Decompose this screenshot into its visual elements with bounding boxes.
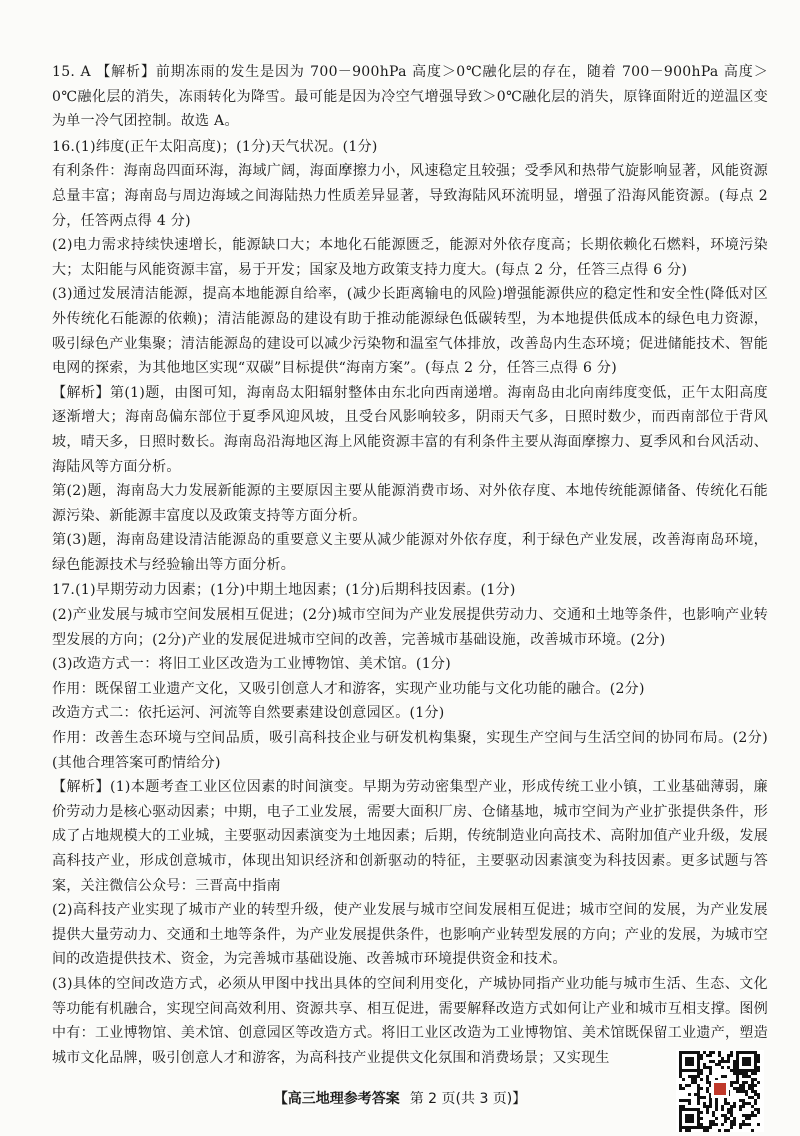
footer-page-number: 第 2 页(共 3 页)】 — [409, 1091, 527, 1107]
q16-analysis-3: 第(3)题，海南岛建设清洁能源岛的重要意义主要从减少能源对外依存度，利于绿色产业发展，改善海南岛环境，绿色能源技术与经验输出等方面分析。 — [52, 532, 768, 573]
q16-analysis-2: 第(2)题，海南岛大力发展新能源的主要原因主要从能源消费市场、对外依存度、本地传统能源储备、传统化石能源污染、新能源丰富度以及政策支持等方面分析。 — [52, 483, 768, 524]
qr-code-icon — [676, 1050, 764, 1132]
q17-analysis-3: (3)具体的空间改造方式，必须从甲图中找出具体的空间利用变化，产城协同指产业功能与城市生活、生态、文化等功能有机融合，实现空间高效利用、资源共享、相互促进，需要解释改造方式如何让产业和城市互相支撑。图例中有：工业博物馆、美术馆、创意园区等改造方式。将旧工业区改造为工业博物馆、美术馆既保留工业遗产，塑造城市文化品牌，吸引创意人才和游客，为高科技产业提供文化氛围和消费场景；又实现生 — [52, 975, 768, 1066]
qr-code-graphic — [676, 1050, 764, 1132]
q17-part3-effect2: 作用：改善生态环境与空间品质，吸引高科技企业与研发机构集聚，实现生产空间与生活空间的协同布局。(2分)(其他合理答案可酌情给分) — [52, 730, 768, 771]
q16-analysis-1: 【解析】第(1)题，由图可知，海南岛太阳辐射整体由东北向西南递增。海南岛由北向南纬度变低，正午太阳高度逐渐增大；海南岛偏东部位于夏季风迎风坡，且受台风影响较多，阴雨天气多，日照时数少，而西南部位于背风坡，晴天多，日照时数长。海南岛沿海地区海上风能资源丰富的有利条件主要从海面摩擦力、夏季风和台风活动、海陆风等方面分析。 — [52, 384, 768, 475]
q16-part3: (3)通过发展清洁能源，提高本地能源自给率，(减少长距离输电的风险)增强能源供应的稳定性和安全性(降低对区外传统化石能源的依赖)；清洁能源岛的建设有助于推动能源绿色低碳转型，为本地提供低成本的绿色电力资源，吸引绿色产业集聚；清洁能源岛的建设可以减少污染物和温室气体排放，改善岛内生态环境；促进储能技术、智能电网的探索，为其他地区实现“双碳”目标提供“海南方案”。(每点 2 分，任答三点得 6 分) — [52, 286, 768, 377]
q16-part1-conditions: 有利条件：海南岛四面环海，海域广阔，海面摩擦力小，风速稳定且较强；受季风和热带气旋影响显著，风能资源总量丰富；海南岛与周边海域之间海陆热力性质差异显著，导致海陆风环流明显，增强了沿海风能资源。(每点 2 分，任答两点得 4 分) — [52, 163, 768, 229]
q17-analysis-1: 【解析】(1)本题考查工业区位因素的时间演变。早期为劳动密集型产业，形成传统工业小镇，工业基础薄弱，廉价劳动力是核心驱动因素；中期，电子工业发展，需要大面积厂房、仓储基地，城市空间为产业扩张提供条件，形成了占地规模大的工业城，主要驱动因素演变为土地因素；后期，传统制造业向高技术、高附加值产业升级，发展高科技产业，形成创意城市，体现出知识经济和创新驱动的特征，主要驱动因素演变为科技因素。更多试题与答案，关注微信公众号：三晋高中指南 — [52, 779, 768, 894]
footer-title: 【高三地理参考答案 — [273, 1091, 400, 1107]
q16-part1: 16.(1)纬度(正午太阳高度)；(1分)天气状况。(1分) — [52, 138, 378, 155]
q17-analysis-2: (2)高科技产业实现了城市产业的转型升级，使产业发展与城市空间发展相互促进；城市空间的发展，为产业发展提供大量劳动力、交通和土地等条件，为产业发展提供条件，也影响产业转型发展的方向；产业的发展，为城市空间的改造提供技术、资金，为完善城市基础设施、改善城市环境提供资金和技术。 — [52, 902, 768, 968]
q16-part2: (2)电力需求持续快速增长，能源缺口大；本地化石能源匮乏，能源对外依存度高；长期依赖化石燃料，环境污染大；太阳能与风能资源丰富，易于开发；国家及地方政策支持力度大。(每点 2 分，任答三点得 6 分) — [52, 237, 768, 278]
q17-part3-method1: (3)改造方式一：将旧工业区改造为工业博物馆、美术馆。(1分) — [52, 656, 451, 673]
q15-answer: 15. A 【解析】前期冻雨的发生是因为 700－900hPa 高度＞0℃融化层的存在，随着 700－900hPa 高度＞0℃融化层的消失，冻雨转化为降雪。最可能是因为冷空气增强导致＞0℃融化层的消失，原锋面附近的逆温区变为单一冷气团控制。故选 A。 — [52, 64, 768, 130]
q17-part1: 17.(1)早期劳动力因素；(1分)中期土地因素；(1分)后期科技因素。(1分) — [52, 582, 516, 599]
answer-content — [52, 60, 768, 1070]
q17-part2: (2)产业发展与城市空间发展相互促进；(2分)城市空间为产业发展提供劳动力、交通和土地等条件，也影响产业转型发展的方向；(2分)产业的发展促进城市空间的改善，完善城市基础设施，改善城市环境。(2分) — [52, 607, 768, 648]
q17-part3-effect1: 作用：既保留工业遗产文化，又吸引创意人才和游客，实现产业功能与文化功能的融合。(2分) — [52, 680, 645, 697]
q17-part3-method2: 改造方式二：依托运河、河流等自然要素建设创意园区。(1分) — [52, 705, 445, 722]
